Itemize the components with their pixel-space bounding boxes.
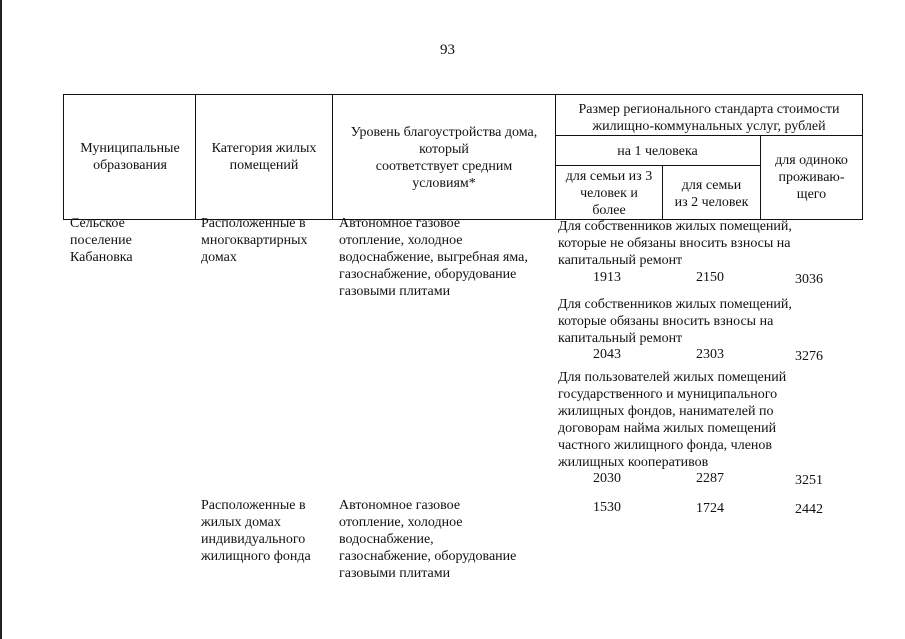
- value-cell: 2030: [593, 471, 621, 486]
- level-apartment-buildings: Автономное газовое отопление, холодное водоснабжение, выгребная яма, газоснабжение, оборудование газовыми плитами: [339, 216, 528, 299]
- header-level: Уровень благоустройства дома, который соответствует средним условиям*: [350, 125, 538, 191]
- category-individual-houses: Расположенные в жилых домах индивидуального жилищного фонда: [201, 498, 311, 564]
- header-family-3: для семьи из 3 человек и более: [565, 169, 653, 218]
- value-cell: 2043: [593, 347, 621, 362]
- page-edge-line: [0, 0, 2, 639]
- value-cell: 2287: [696, 471, 724, 486]
- group-label-owners-no-fee: Для собственников жилых помещений, которые не обязаны вносить взносы на капитальный ремонт: [558, 219, 792, 268]
- municipality-name: Сельское поселение Кабановка: [70, 216, 133, 265]
- page-number: 93: [440, 42, 455, 58]
- value-cell: 3251: [795, 473, 823, 488]
- header-single: для одиноко проживаю- щего: [775, 153, 848, 202]
- value-cell: 2150: [696, 270, 724, 285]
- header-family-2: для семьи из 2 человек: [674, 178, 749, 210]
- value-cell: 3276: [795, 349, 823, 364]
- value-cell: 3036: [795, 272, 823, 287]
- category-apartment-buildings: Расположенные в многоквартирных домах: [201, 216, 308, 265]
- group-label-tenants: Для пользователей жилых помещений государственного и муниципального жилищных фондов, нанимателей по договорам найма жилых помещений частного жилищного фонда, членов жилищных кооперативов: [558, 370, 787, 470]
- header-standard-size: Размер регионального стандарта стоимости жилищно-коммунальных услуг, рублей: [578, 102, 840, 134]
- value-cell: 2303: [696, 347, 724, 362]
- header-category: Категория жилых помещений: [211, 141, 317, 173]
- value-cell: 1724: [696, 501, 724, 516]
- value-cell: 1913: [593, 270, 621, 285]
- value-cell: 2442: [795, 502, 823, 517]
- header-per-person: на 1 человека: [617, 144, 698, 159]
- level-individual-houses: Автономное газовое отопление, холодное водоснабжение, газоснабжение, оборудование газовыми плитами: [339, 498, 517, 581]
- header-municipality: Муниципальные образования: [80, 141, 180, 173]
- value-cell: 1530: [593, 500, 621, 515]
- group-label-owners-with-fee: Для собственников жилых помещений, которые обязаны вносить взносы на капитальный ремонт: [558, 297, 792, 346]
